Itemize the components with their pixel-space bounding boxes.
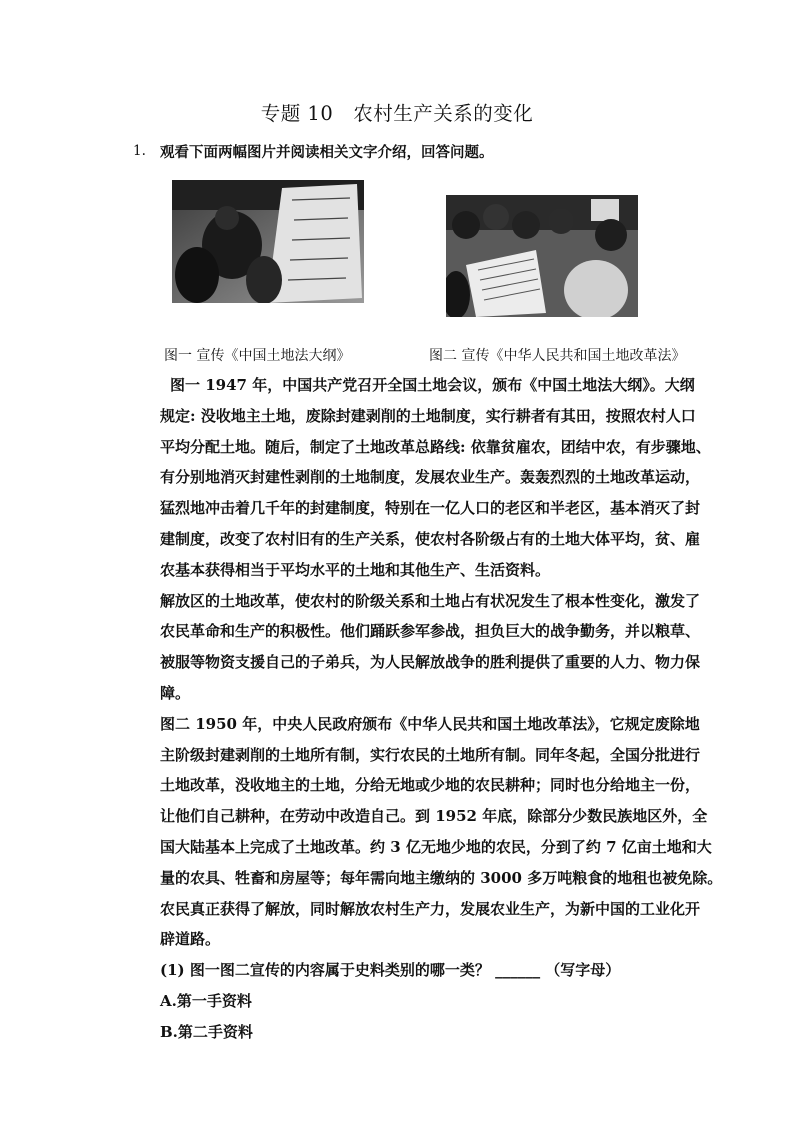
paragraph-3-line: 土地改革，没收地主的土地，分给无地或少地的农民耕种；同时也分给地主一份， <box>160 776 701 795</box>
option-b: B.第二手资料 <box>160 1022 253 1041</box>
paragraph-3-line: 量的农具、牲畜和房屋等；每年需向地主缴纳的 3000 多万吨粮食的地租也被免除。 <box>160 868 723 887</box>
paragraph-3-line: 国大陆基本上完成了土地改革。约 3 亿无地少地的农民，分到了约 7 亿亩土地和大 <box>160 837 712 856</box>
figure-1-caption: 图一 宣传《中国土地法大纲》 <box>164 348 351 364</box>
paragraph-1-line: 图一 1947 年，中国共产党召开全国土地会议，颁布《中国土地法大纲》。大纲 <box>170 376 695 394</box>
sub-question: (1) 图一图二宣传的内容属于史料类别的哪一类？ ______ （写字母） <box>160 961 621 980</box>
option-a: A.第一手资料 <box>160 991 252 1010</box>
figure-1-image <box>172 180 364 303</box>
figure-2-image <box>446 195 638 317</box>
paragraph-1-line: 建制度，改变了农村旧有的生产关系，使农村各阶级占有的土地大体平均，贫、雇 <box>160 529 701 548</box>
paragraph-1-line: 规定: 没收地主土地，废除封建剥削的土地制度，实行耕者有其田，按照农村人口 <box>160 406 696 425</box>
paragraph-3-line: 图二 1950 年，中央人民政府颁布《中华人民共和国土地改革法》，它规定废除地 <box>160 714 700 733</box>
paragraph-3-line: 主阶级封建剥削的土地所有制，实行农民的土地所有制。同年冬起，全国分批进行 <box>160 745 701 764</box>
paragraph-2-line: 被服等物资支援自己的子弟兵，为人民解放战争的胜利提供了重要的人力、物力保 <box>160 653 701 672</box>
paragraph-1-line: 农基本获得相当于平均水平的土地和其他生产、生活资料。 <box>160 560 551 579</box>
question-prompt: 观看下面两幅图片并阅读相关文字介绍，回答问题。 <box>160 144 494 161</box>
figure-2-caption: 图二 宣传《中华人民共和国土地改革法》 <box>429 348 686 364</box>
paragraph-1-line: 有分别地消灭封建性剥削的土地制度，发展农业生产。轰轰烈烈的土地改革运动， <box>160 468 701 487</box>
question-number: 1. <box>133 143 146 159</box>
passage <box>160 370 723 1048</box>
paragraph-3-line: 让他们自己耕种，在劳动中改造自己。到 1952 年底，除部分少数民族地区外，全 <box>160 807 708 826</box>
paragraph-2-line: 农民革命和生产的积极性。他们踊跃参军参战，担负巨大的战争勤务，并以粮草、 <box>160 622 701 641</box>
page-title: 专题 10 农村生产关系的变化 <box>260 102 534 125</box>
paragraph-2-line: 障。 <box>160 683 191 702</box>
figure-1-photo <box>172 180 364 303</box>
paragraph-3-line: 辟道路。 <box>160 930 221 949</box>
figure-2-photo <box>446 195 638 317</box>
paragraph-1-line: 平均分配土地。随后，制定了土地改革总路线: 依靠贫雇农，团结中农，有步骤地、 <box>160 437 711 456</box>
paragraph-2-line: 解放区的土地改革，使农村的阶级关系和土地占有状况发生了根本性变化，激发了 <box>160 591 701 610</box>
paragraph-1-line: 猛烈地冲击着几千年的封建制度，特别在一亿人口的老区和半老区，基本消灭了封 <box>160 499 701 518</box>
paragraph-3-line: 农民真正获得了解放，同时解放农村生产力，发展农业生产，为新中国的工业化开 <box>160 899 701 918</box>
